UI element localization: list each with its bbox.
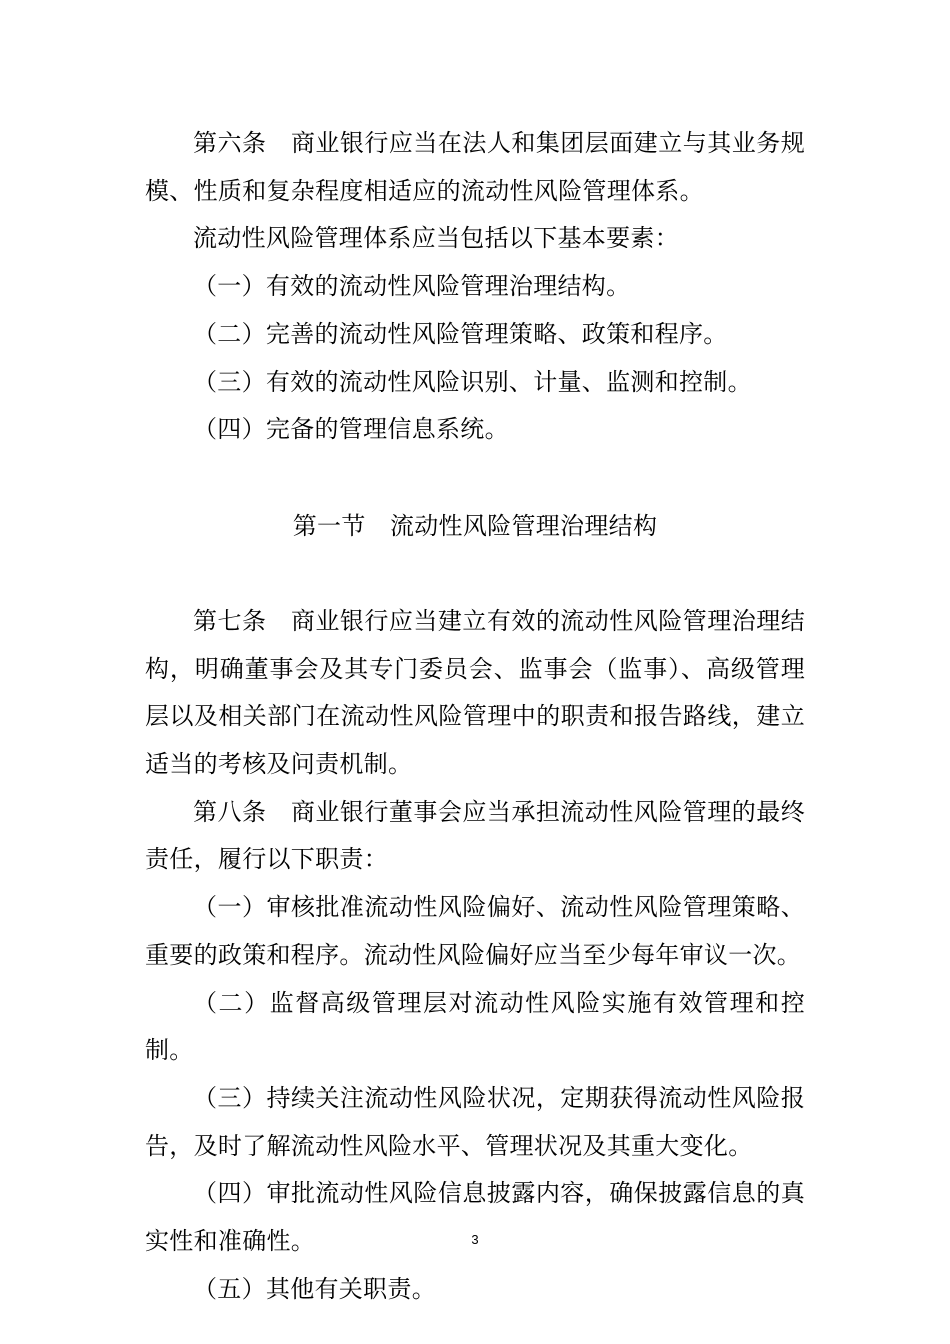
article-8-paragraph: 第八条 商业银行董事会应当承担流动性风险管理的最终责任，履行以下职责： bbox=[145, 797, 805, 874]
article-6-paragraph: 第六条 商业银行应当在法人和集团层面建立与其业务规模、性质和复杂程度相适应的流动性风险管理体系。 bbox=[145, 129, 805, 205]
spacer bbox=[145, 454, 805, 502]
article-7-paragraph: 第七条 商业银行应当建立有效的流动性风险管理治理结构，明确董事会及其专门委员会、监事会（监事）、高级管理层以及相关部门在流动性风险管理中的职责和报告路线，建立适当的考核及问责机制。 bbox=[145, 606, 805, 779]
elements-intro-paragraph: 流动性风险管理体系应当包括以下基本要素： bbox=[193, 224, 679, 253]
element-item-1: （一）有效的流动性风险管理治理结构。 bbox=[193, 272, 631, 301]
duty-item-3: （三）持续关注流动性风险状况，定期获得流动性风险报告，及时了解流动性风险水平、管理状况及其重大变化。 bbox=[145, 1083, 805, 1160]
duty-item-2: （二）监督高级管理层对流动性风险实施有效管理和控制。 bbox=[145, 988, 805, 1065]
page-number: 3 bbox=[471, 1232, 479, 1247]
duty-item-1: （一）审核批准流动性风险偏好、流动性风险管理策略、重要的政策和程序。流动性风险偏好应当至少每年审议一次。 bbox=[145, 893, 805, 969]
spacer bbox=[145, 550, 805, 598]
document-body bbox=[145, 120, 805, 1313]
duty-item-4: （四）审批流动性风险信息披露内容，确保披露信息的真实性和准确性。 bbox=[145, 1179, 805, 1256]
duty-item-5: （五）其他有关职责。 bbox=[193, 1274, 436, 1303]
element-item-3: （三）有效的流动性风险识别、计量、监测和控制。 bbox=[193, 367, 752, 396]
section-heading: 第一节 流动性风险管理治理结构 bbox=[292, 511, 658, 540]
element-item-4: （四）完备的管理信息系统。 bbox=[193, 415, 509, 444]
element-item-2: （二）完善的流动性风险管理策略、政策和程序。 bbox=[193, 319, 728, 348]
